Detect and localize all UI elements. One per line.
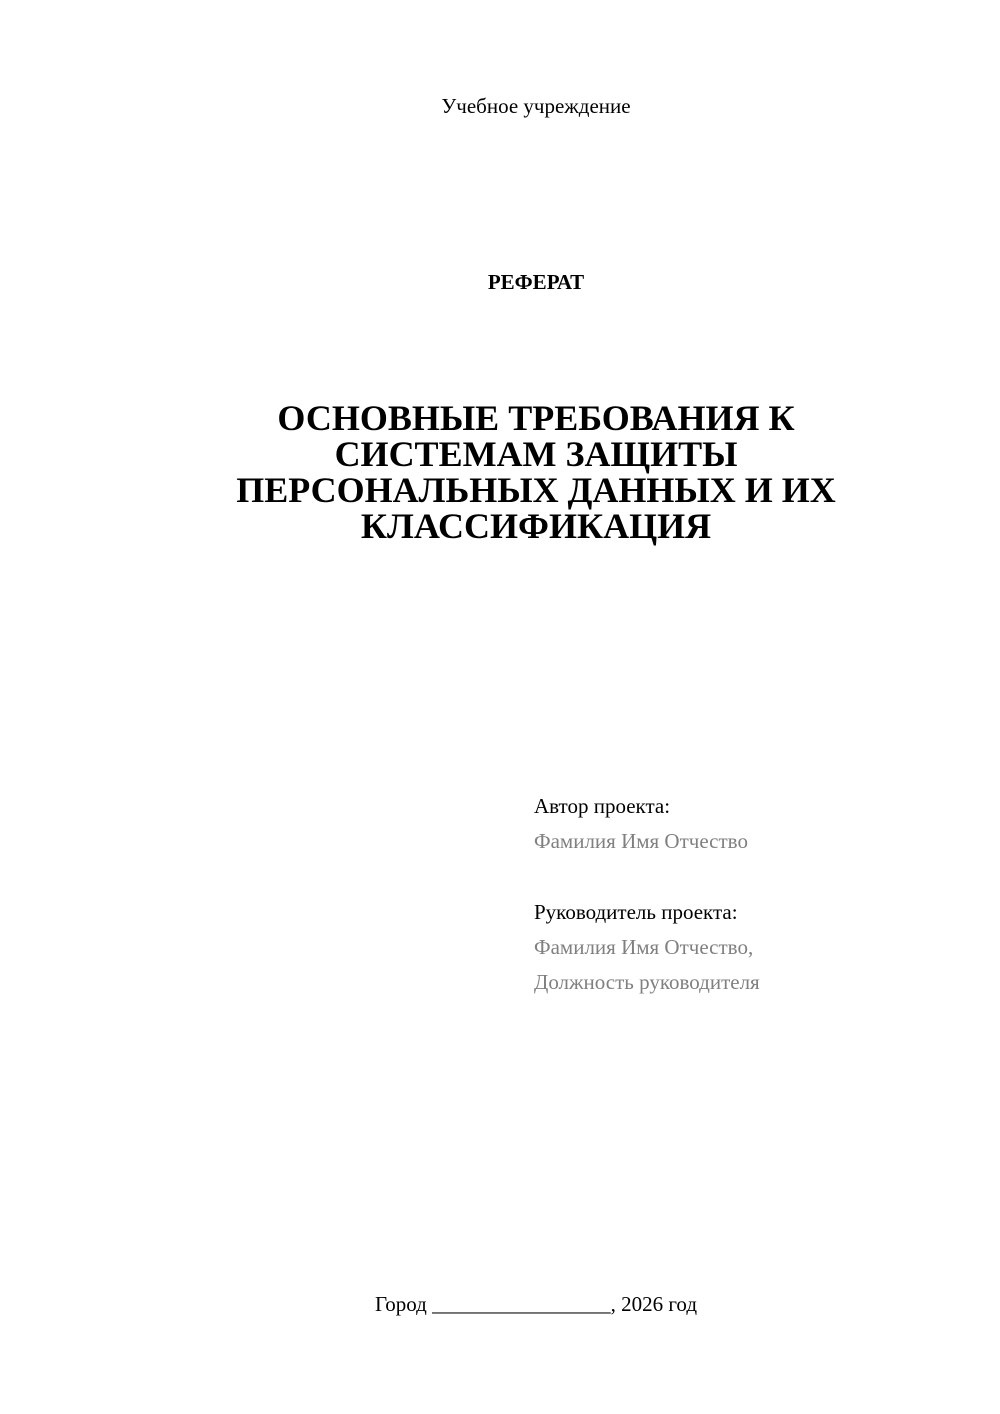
title-line: СИСТЕМАМ ЗАЩИТЫ (334, 434, 738, 474)
title-line: КЛАССИФИКАЦИЯ (360, 506, 712, 546)
institution-name: Учебное учреждение (441, 94, 631, 118)
supervisor-label: Руководитель проекта: (534, 900, 738, 924)
author-block (534, 789, 974, 1000)
document-title (180, 400, 892, 544)
title-line: ПЕРСОНАЛЬНЫХ ДАННЫХ И ИХ (236, 470, 836, 510)
supervisor-name: Фамилия Имя Отчество, (534, 935, 754, 959)
supervisor-position: Должность руководителя (534, 970, 760, 994)
city-year-line: Город _________________, 2026 год (374, 1292, 698, 1316)
author-label: Автор проекта: (534, 794, 671, 818)
spacer (534, 859, 974, 895)
author-name: Фамилия Имя Отчество (534, 829, 748, 853)
document-type: РЕФЕРАТ (487, 270, 585, 294)
title-line: ОСНОВНЫЕ ТРЕБОВАНИЯ К (277, 398, 795, 438)
